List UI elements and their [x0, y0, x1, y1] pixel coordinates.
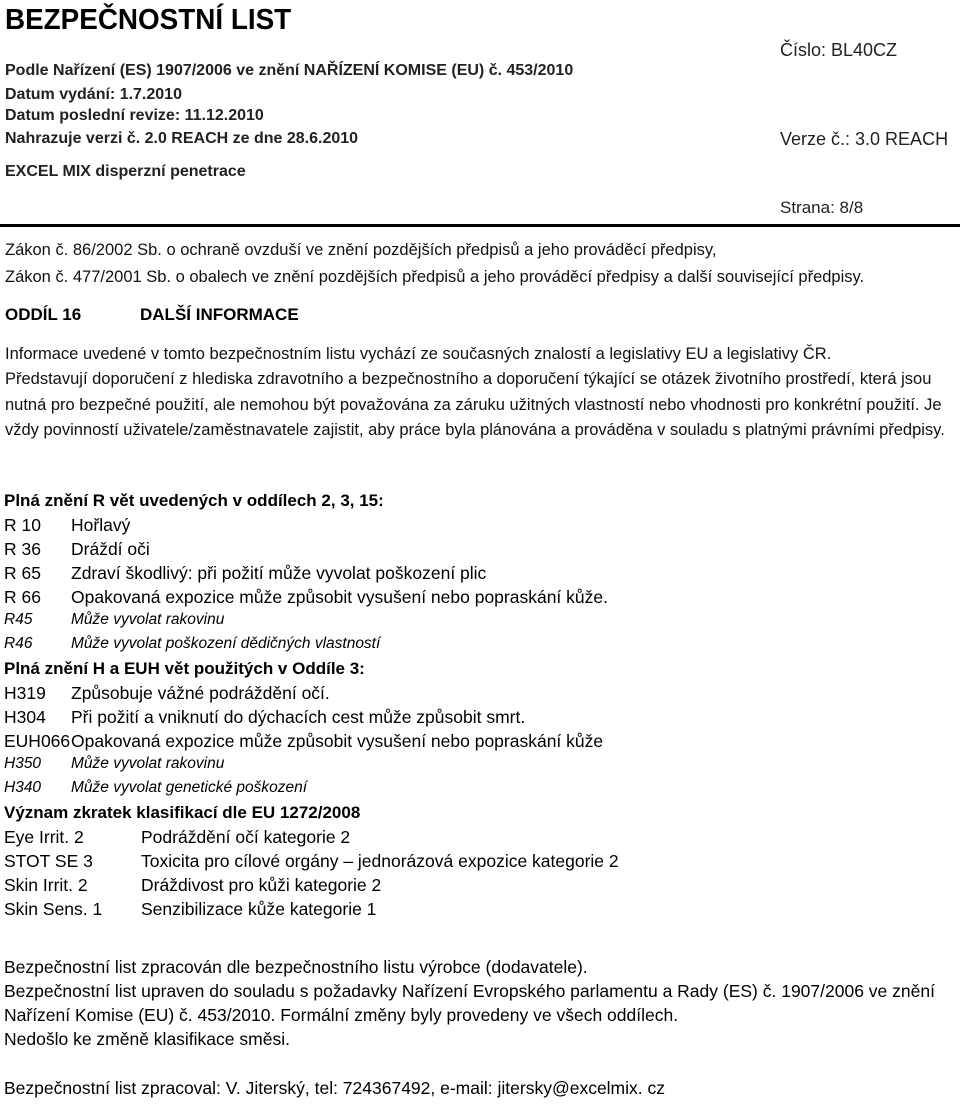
- phrase-code: H304: [4, 707, 46, 727]
- document-title: BEZPEČNOSTNÍ LIST: [5, 4, 292, 36]
- classification-row: [4, 875, 384, 899]
- phrase-text: Hořlavý: [71, 515, 131, 535]
- r-phrase-row: [4, 515, 384, 539]
- footer-line-3: Nařízení Komise (EU) č. 453/2010. Formální změny byly provedeny ve všech oddílech.: [4, 1005, 679, 1025]
- phrase-code: H350: [4, 755, 42, 772]
- h-phrase-row: [4, 707, 526, 731]
- phrase-text: Může vyvolat rakovinu: [71, 755, 225, 772]
- classification-code: STOT SE 3: [4, 851, 93, 871]
- phrase-text: Může vyvolat poškození dědičných vlastností: [71, 635, 381, 652]
- phrase-code: R 10: [4, 515, 41, 535]
- phrase-code: R 36: [4, 539, 41, 559]
- law-line-1: Zákon č. 86/2002 Sb. o ochraně ovzduší ve znění pozdějších předpisů a jeho prováděcí předpisy,: [5, 241, 717, 259]
- phrases-block: [4, 491, 619, 923]
- section-paragraph: Představují doporučení z hlediska zdravotního a bezpečnostního a doporučení týkající se otázek životního prostředí, která jsou nutná pro bezpečné použití, ale nemohou být považována za záruku užitných vlastností nebo vhodnosti pro konkrétní použití. Je vždy povinností uživatele/zaměstnavatele zajistit, aby práce byla plánována a prováděna v souladu s platnými právními předpisy.: [5, 370, 945, 439]
- phrase-code: H319: [4, 683, 46, 703]
- phrase-code: R 66: [4, 587, 41, 607]
- h-phrase-italic-row: [4, 779, 384, 803]
- classification-text: Podráždění očí kategorie 2: [141, 827, 351, 847]
- phrase-code: R45: [4, 611, 33, 628]
- document-number: Číslo: BL40CZ: [780, 40, 898, 60]
- classification-row: [4, 899, 384, 923]
- phrase-text: Může vyvolat rakovinu: [71, 611, 225, 628]
- phrase-code: R 65: [4, 563, 41, 583]
- phrase-text: Opakovaná expozice může způsobit vysušení nebo popraskání kůže: [71, 731, 604, 751]
- footer-line-4: Nedošlo ke změně klasifikace směsi.: [4, 1029, 290, 1049]
- header-divider: [0, 224, 960, 227]
- classification-code: Skin Irrit. 2: [4, 875, 88, 895]
- phrase-text: Zdraví škodlivý: při požití může vyvolat poškození plic: [71, 563, 487, 583]
- phrase-text: Při požití a vniknutí do dýchacích cest může způsobit smrt.: [71, 707, 526, 727]
- version-number: Verze č.: 3.0 REACH: [780, 129, 949, 149]
- classification-row: [4, 827, 384, 851]
- page-number: Strana: 8/8: [780, 198, 864, 217]
- issue-date: Datum vydání: 1.7.2010: [5, 86, 182, 103]
- r-phrase-italic-row: [4, 611, 384, 635]
- phrase-code: R46: [4, 635, 33, 652]
- replaces-version: Nahrazuje verzi č. 2.0 REACH ze dne 28.6.2010: [5, 130, 359, 147]
- r-phrase-row: [4, 563, 487, 587]
- classification-code: Skin Sens. 1: [4, 899, 103, 919]
- h-phrase-row: [4, 683, 384, 707]
- r-phrase-row: [4, 539, 384, 563]
- classification-heading: Význam zkratek klasifikací dle EU 1272/2008: [4, 803, 361, 822]
- phrase-code: EUH066: [4, 731, 71, 751]
- h-phrases-heading: Plná znění H a EUH vět použitých v Oddíle 3:: [4, 659, 365, 678]
- r-phrase-italic-row: [4, 635, 384, 659]
- phrase-text: Může vyvolat genetické poškození: [71, 779, 308, 796]
- section-intro: Informace uvedené v tomto bezpečnostním listu vychází ze současných znalostí a legislativy EU a legislativy ČR.: [5, 345, 832, 363]
- r-phrases-heading: Plná znění R vět uvedených v oddílech 2, 3, 15:: [4, 491, 384, 510]
- product-name: EXCEL MIX disperzní penetrace: [5, 163, 246, 180]
- phrase-text: Způsobuje vážné podráždění očí.: [71, 683, 330, 703]
- footer-line-1: Bezpečnostní list zpracován dle bezpečnostního listu výrobce (dodavatele).: [4, 957, 588, 977]
- regulation-line: Podle Nařízení (ES) 1907/2006 ve znění NAŘÍZENÍ KOMISE (EU) č. 453/2010: [5, 62, 574, 79]
- classification-text: Senzibilizace kůže kategorie 1: [141, 899, 377, 919]
- law-line-2: Zákon č. 477/2001 Sb. o obalech ve znění pozdějších předpisů a jeho prováděcí předpisy a další související předpisy.: [5, 268, 865, 286]
- author-line: Bezpečnostní list zpracoval: V. Jiterský, tel: 724367492, e-mail: jitersky@excelmix. cz: [4, 1078, 666, 1098]
- phrase-text: Opakovaná expozice může způsobit vysušení nebo popraskání kůže.: [71, 587, 608, 607]
- r-phrase-row: [4, 587, 608, 611]
- section-title: DALŠÍ INFORMACE: [140, 305, 299, 324]
- phrase-text: Dráždí oči: [71, 539, 150, 559]
- classification-row: [4, 851, 619, 875]
- footer-line-2: Bezpečnostní list upraven do souladu s požadavky Nařízení Evropského parlamentu a Rady (ES) č. 1907/2006 ve znění: [4, 981, 935, 1001]
- h-phrase-row: [4, 731, 604, 755]
- section-number: ODDÍL 16: [5, 305, 82, 324]
- classification-text: Toxicita pro cílové orgány – jednorázová expozice kategorie 2: [141, 851, 619, 871]
- footer-notes: [4, 955, 935, 1051]
- classification-text: Dráždivost pro kůži kategorie 2: [141, 875, 382, 895]
- h-phrase-italic-row: [4, 755, 384, 779]
- classification-code: Eye Irrit. 2: [4, 827, 84, 847]
- revision-date: Datum poslední revize: 11.12.2010: [5, 107, 264, 124]
- phrase-code: H340: [4, 779, 42, 796]
